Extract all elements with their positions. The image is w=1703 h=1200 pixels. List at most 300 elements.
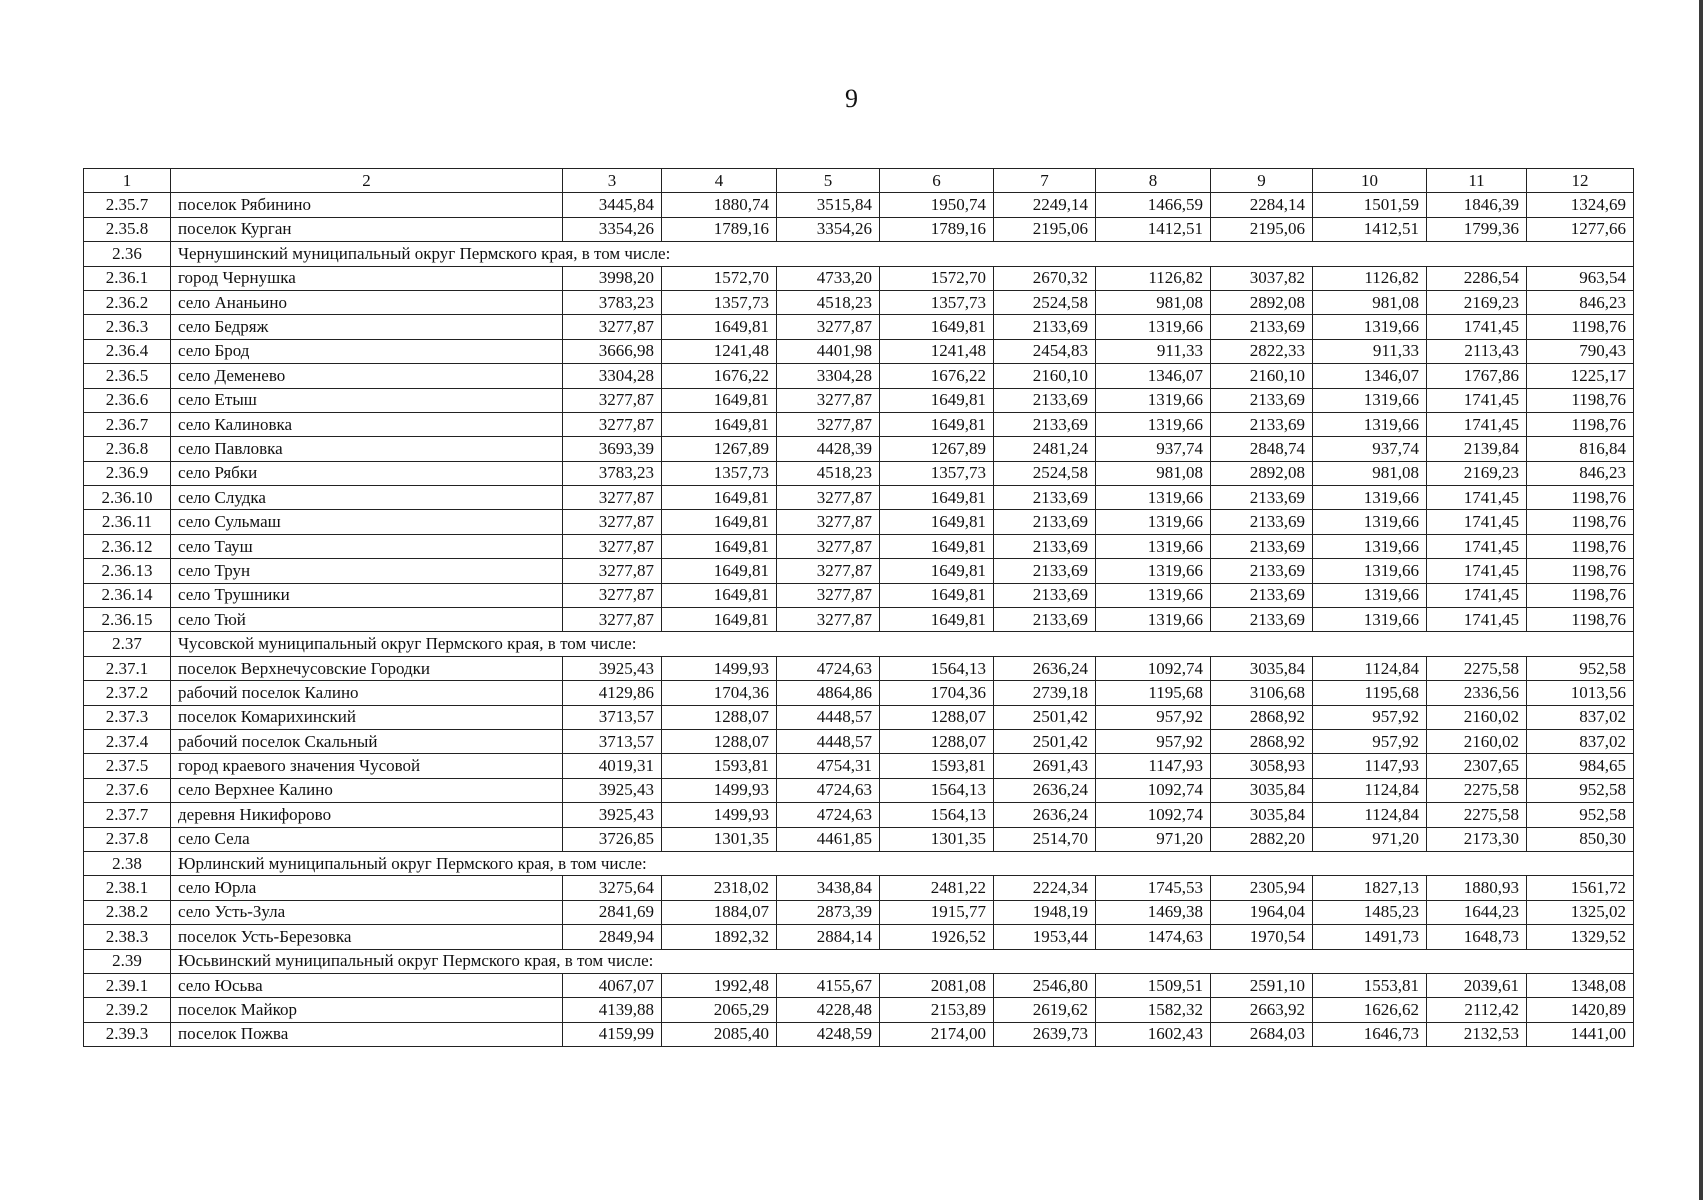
value-cell: 837,02	[1527, 729, 1634, 753]
row-code: 2.36.14	[84, 583, 171, 607]
value-cell: 1846,39	[1427, 193, 1527, 217]
value-cell: 1564,13	[880, 803, 994, 827]
value-cell: 3438,84	[777, 876, 880, 900]
row-code: 2.37	[84, 632, 171, 656]
value-cell: 981,08	[1313, 290, 1427, 314]
value-cell: 850,30	[1527, 827, 1634, 851]
value-cell: 1474,63	[1096, 925, 1211, 949]
value-cell: 4159,99	[563, 1022, 662, 1046]
value-cell: 3277,87	[563, 559, 662, 583]
table-row	[84, 412, 1634, 436]
value-cell: 1676,22	[662, 364, 777, 388]
value-cell: 1319,66	[1096, 534, 1211, 558]
value-cell: 2275,58	[1427, 656, 1527, 680]
settlement-name: город краевого значения Чусовой	[171, 754, 563, 778]
value-cell: 4864,86	[777, 681, 880, 705]
group-title: Чусовской муниципальный округ Пермского края, в том числе:	[171, 632, 1634, 656]
value-cell: 2841,69	[563, 900, 662, 924]
value-cell: 1319,66	[1313, 534, 1427, 558]
value-cell: 1704,36	[662, 681, 777, 705]
value-cell: 1319,66	[1096, 486, 1211, 510]
value-cell: 3354,26	[563, 217, 662, 241]
value-cell: 2739,18	[994, 681, 1096, 705]
value-cell: 2133,69	[1211, 559, 1313, 583]
value-cell: 1884,07	[662, 900, 777, 924]
value-cell: 1593,81	[880, 754, 994, 778]
table-row	[84, 388, 1634, 412]
value-cell: 4067,07	[563, 973, 662, 997]
value-cell: 2663,92	[1211, 998, 1313, 1022]
value-cell: 1198,76	[1527, 486, 1634, 510]
value-cell: 1649,81	[880, 559, 994, 583]
value-cell: 1649,81	[880, 388, 994, 412]
row-code: 2.36.10	[84, 486, 171, 510]
value-cell: 2684,03	[1211, 1022, 1313, 1046]
value-cell: 1288,07	[662, 729, 777, 753]
table-row	[84, 900, 1634, 924]
value-cell: 2132,53	[1427, 1022, 1527, 1046]
value-cell: 3277,87	[777, 315, 880, 339]
value-cell: 1572,70	[662, 266, 777, 290]
settlement-name: поселок Верхнечусовские Городки	[171, 656, 563, 680]
value-cell: 2619,62	[994, 998, 1096, 1022]
table-row	[84, 803, 1634, 827]
settlement-name: село Брод	[171, 339, 563, 363]
value-cell: 2133,69	[994, 315, 1096, 339]
value-cell: 957,92	[1313, 729, 1427, 753]
value-cell: 4428,39	[777, 437, 880, 461]
settlement-name: поселок Майкор	[171, 998, 563, 1022]
value-cell: 4228,48	[777, 998, 880, 1022]
value-cell: 1649,81	[880, 608, 994, 632]
table-row	[84, 973, 1634, 997]
settlement-name: село Трушники	[171, 583, 563, 607]
tariff-table	[83, 168, 1634, 1047]
value-cell: 2133,69	[1211, 315, 1313, 339]
row-code: 2.39.1	[84, 973, 171, 997]
value-cell: 1827,13	[1313, 876, 1427, 900]
value-cell: 957,92	[1313, 705, 1427, 729]
value-cell: 2133,69	[994, 608, 1096, 632]
value-cell: 1953,44	[994, 925, 1096, 949]
value-cell: 1277,66	[1527, 217, 1634, 241]
value-cell: 1092,74	[1096, 778, 1211, 802]
value-cell: 1676,22	[880, 364, 994, 388]
value-cell: 2133,69	[1211, 486, 1313, 510]
table-row	[84, 754, 1634, 778]
value-cell: 1357,73	[662, 461, 777, 485]
value-cell: 981,08	[1313, 461, 1427, 485]
value-cell: 1319,66	[1313, 315, 1427, 339]
settlement-name: село Села	[171, 827, 563, 851]
value-cell: 2336,56	[1427, 681, 1527, 705]
value-cell: 2514,70	[994, 827, 1096, 851]
column-header: 8	[1096, 169, 1211, 193]
value-cell: 1649,81	[662, 315, 777, 339]
value-cell: 1346,07	[1096, 364, 1211, 388]
column-header: 9	[1211, 169, 1313, 193]
value-cell: 1325,02	[1527, 900, 1634, 924]
value-cell: 1412,51	[1096, 217, 1211, 241]
value-cell: 3277,87	[777, 486, 880, 510]
value-cell: 3445,84	[563, 193, 662, 217]
value-cell: 3304,28	[777, 364, 880, 388]
value-cell: 2133,69	[994, 412, 1096, 436]
value-cell: 1195,68	[1096, 681, 1211, 705]
row-code: 2.36	[84, 242, 171, 266]
row-code: 2.37.1	[84, 656, 171, 680]
table-row	[84, 315, 1634, 339]
value-cell: 4139,88	[563, 998, 662, 1022]
value-cell: 2133,69	[994, 534, 1096, 558]
value-cell: 2524,58	[994, 290, 1096, 314]
value-cell: 1926,52	[880, 925, 994, 949]
value-cell: 816,84	[1527, 437, 1634, 461]
value-cell: 2249,14	[994, 193, 1096, 217]
settlement-name: село Слудка	[171, 486, 563, 510]
page-number: 9	[845, 84, 858, 113]
value-cell: 3277,87	[563, 412, 662, 436]
value-cell: 1767,86	[1427, 364, 1527, 388]
value-cell: 2305,94	[1211, 876, 1313, 900]
value-cell: 3783,23	[563, 461, 662, 485]
group-title: Юсьвинский муниципальный округ Пермского края, в том числе:	[171, 949, 1634, 973]
value-cell: 957,92	[1096, 729, 1211, 753]
settlement-name: поселок Комарихинский	[171, 705, 563, 729]
column-header: 7	[994, 169, 1096, 193]
value-cell: 1198,76	[1527, 388, 1634, 412]
value-cell: 1319,66	[1096, 608, 1211, 632]
value-cell: 846,23	[1527, 290, 1634, 314]
row-code: 2.36.3	[84, 315, 171, 339]
value-cell: 1626,62	[1313, 998, 1427, 1022]
value-cell: 1319,66	[1096, 583, 1211, 607]
value-cell: 4754,31	[777, 754, 880, 778]
value-cell: 2195,06	[1211, 217, 1313, 241]
value-cell: 1649,81	[880, 315, 994, 339]
value-cell: 1649,81	[662, 583, 777, 607]
value-cell: 1649,81	[880, 412, 994, 436]
value-cell: 1466,59	[1096, 193, 1211, 217]
value-cell: 1491,73	[1313, 925, 1427, 949]
value-cell: 1741,45	[1427, 412, 1527, 436]
value-cell: 2039,61	[1427, 973, 1527, 997]
value-cell: 2160,10	[1211, 364, 1313, 388]
value-cell: 1789,16	[662, 217, 777, 241]
value-cell: 1267,89	[662, 437, 777, 461]
value-cell: 2868,92	[1211, 729, 1313, 753]
row-code: 2.36.12	[84, 534, 171, 558]
value-cell: 911,33	[1096, 339, 1211, 363]
value-cell: 981,08	[1096, 290, 1211, 314]
table-row	[84, 364, 1634, 388]
row-code: 2.36.9	[84, 461, 171, 485]
value-cell: 1329,52	[1527, 925, 1634, 949]
value-cell: 1225,17	[1527, 364, 1634, 388]
value-cell: 2133,69	[1211, 534, 1313, 558]
value-cell: 846,23	[1527, 461, 1634, 485]
value-cell: 2133,69	[994, 559, 1096, 583]
value-cell: 1288,07	[880, 729, 994, 753]
settlement-name: село Тюй	[171, 608, 563, 632]
value-cell: 2691,43	[994, 754, 1096, 778]
row-code: 2.36.6	[84, 388, 171, 412]
group-title: Чернушинский муниципальный округ Пермского края, в том числе:	[171, 242, 1634, 266]
value-cell: 3277,87	[563, 486, 662, 510]
row-code: 2.36.1	[84, 266, 171, 290]
table-row	[84, 266, 1634, 290]
value-cell: 957,92	[1096, 705, 1211, 729]
value-cell: 1198,76	[1527, 534, 1634, 558]
value-cell: 1198,76	[1527, 315, 1634, 339]
settlement-name: рабочий поселок Калино	[171, 681, 563, 705]
value-cell: 4155,67	[777, 973, 880, 997]
value-cell: 1741,45	[1427, 583, 1527, 607]
row-code: 2.36.5	[84, 364, 171, 388]
value-cell: 2307,65	[1427, 754, 1527, 778]
value-cell: 984,65	[1527, 754, 1634, 778]
value-cell: 4448,57	[777, 729, 880, 753]
value-cell: 1319,66	[1313, 510, 1427, 534]
settlement-name: село Рябки	[171, 461, 563, 485]
value-cell: 2884,14	[777, 925, 880, 949]
value-cell: 2636,24	[994, 778, 1096, 802]
value-cell: 3277,87	[777, 412, 880, 436]
value-cell: 1646,73	[1313, 1022, 1427, 1046]
value-cell: 1649,81	[662, 486, 777, 510]
value-cell: 4724,63	[777, 803, 880, 827]
value-cell: 2639,73	[994, 1022, 1096, 1046]
value-cell: 2873,39	[777, 900, 880, 924]
value-cell: 2133,69	[994, 510, 1096, 534]
column-header: 5	[777, 169, 880, 193]
value-cell: 3277,87	[777, 559, 880, 583]
value-cell: 1412,51	[1313, 217, 1427, 241]
value-cell: 3925,43	[563, 778, 662, 802]
value-cell: 952,58	[1527, 803, 1634, 827]
value-cell: 4518,23	[777, 290, 880, 314]
table-row	[84, 510, 1634, 534]
value-cell: 3277,87	[563, 583, 662, 607]
table-row	[84, 559, 1634, 583]
value-cell: 1970,54	[1211, 925, 1313, 949]
value-cell: 1741,45	[1427, 315, 1527, 339]
row-code: 2.39.3	[84, 1022, 171, 1046]
value-cell: 1789,16	[880, 217, 994, 241]
column-header: 6	[880, 169, 994, 193]
value-cell: 2892,08	[1211, 290, 1313, 314]
table-row	[84, 290, 1634, 314]
value-cell: 2284,14	[1211, 193, 1313, 217]
value-cell: 2139,84	[1427, 437, 1527, 461]
value-cell: 1357,73	[662, 290, 777, 314]
value-cell: 1950,74	[880, 193, 994, 217]
table-row	[84, 876, 1634, 900]
table-row	[84, 217, 1634, 241]
value-cell: 2636,24	[994, 803, 1096, 827]
value-cell: 1880,93	[1427, 876, 1527, 900]
table-row	[84, 583, 1634, 607]
value-cell: 952,58	[1527, 656, 1634, 680]
row-code: 2.36.8	[84, 437, 171, 461]
value-cell: 1013,56	[1527, 681, 1634, 705]
row-code: 2.37.4	[84, 729, 171, 753]
row-code: 2.38.1	[84, 876, 171, 900]
value-cell: 1649,81	[880, 583, 994, 607]
value-cell: 3106,68	[1211, 681, 1313, 705]
settlement-name: село Павловка	[171, 437, 563, 461]
value-cell: 1198,76	[1527, 412, 1634, 436]
value-cell: 2174,00	[880, 1022, 994, 1046]
value-cell: 2113,43	[1427, 339, 1527, 363]
value-cell: 3726,85	[563, 827, 662, 851]
value-cell: 2133,69	[994, 486, 1096, 510]
value-cell: 1348,08	[1527, 973, 1634, 997]
value-cell: 3277,87	[563, 388, 662, 412]
value-cell: 3666,98	[563, 339, 662, 363]
settlement-name: рабочий поселок Скальный	[171, 729, 563, 753]
value-cell: 2848,74	[1211, 437, 1313, 461]
value-cell: 2160,02	[1427, 705, 1527, 729]
value-cell: 911,33	[1313, 339, 1427, 363]
header-row	[84, 169, 1634, 193]
row-code: 2.38.3	[84, 925, 171, 949]
value-cell: 1147,93	[1096, 754, 1211, 778]
value-cell: 1741,45	[1427, 510, 1527, 534]
group-row	[84, 949, 1634, 973]
value-cell: 2133,69	[1211, 412, 1313, 436]
value-cell: 1649,81	[662, 608, 777, 632]
value-cell: 4401,98	[777, 339, 880, 363]
settlement-name: село Юсьва	[171, 973, 563, 997]
value-cell: 3058,93	[1211, 754, 1313, 778]
value-cell: 1319,66	[1096, 412, 1211, 436]
settlement-name: село Усть-Зула	[171, 900, 563, 924]
value-cell: 1964,04	[1211, 900, 1313, 924]
value-cell: 1267,89	[880, 437, 994, 461]
row-code: 2.37.2	[84, 681, 171, 705]
value-cell: 937,74	[1313, 437, 1427, 461]
row-code: 2.39	[84, 949, 171, 973]
row-code: 2.37.8	[84, 827, 171, 851]
row-code: 2.35.8	[84, 217, 171, 241]
value-cell: 2133,69	[1211, 583, 1313, 607]
value-cell: 3277,87	[777, 583, 880, 607]
value-cell: 2169,23	[1427, 290, 1527, 314]
value-cell: 1948,19	[994, 900, 1096, 924]
column-header: 12	[1527, 169, 1634, 193]
value-cell: 1704,36	[880, 681, 994, 705]
value-cell: 1745,53	[1096, 876, 1211, 900]
value-cell: 4248,59	[777, 1022, 880, 1046]
row-code: 2.39.2	[84, 998, 171, 1022]
value-cell: 1124,84	[1313, 803, 1427, 827]
value-cell: 3515,84	[777, 193, 880, 217]
settlement-name: село Сульмаш	[171, 510, 563, 534]
row-code: 2.37.3	[84, 705, 171, 729]
value-cell: 1593,81	[662, 754, 777, 778]
settlement-name: поселок Усть-Березовка	[171, 925, 563, 949]
value-cell: 1124,84	[1313, 778, 1427, 802]
value-cell: 1319,66	[1096, 559, 1211, 583]
value-cell: 1441,00	[1527, 1022, 1634, 1046]
value-cell: 3037,82	[1211, 266, 1313, 290]
settlement-name: деревня Никифорово	[171, 803, 563, 827]
value-cell: 1319,66	[1096, 510, 1211, 534]
value-cell: 3277,87	[777, 510, 880, 534]
value-cell: 3035,84	[1211, 778, 1313, 802]
value-cell: 2275,58	[1427, 778, 1527, 802]
value-cell: 4733,20	[777, 266, 880, 290]
value-cell: 1092,74	[1096, 803, 1211, 827]
value-cell: 3277,87	[563, 510, 662, 534]
value-cell: 2112,42	[1427, 998, 1527, 1022]
value-cell: 1319,66	[1313, 388, 1427, 412]
value-cell: 952,58	[1527, 778, 1634, 802]
settlement-name: село Трун	[171, 559, 563, 583]
row-code: 2.38.2	[84, 900, 171, 924]
value-cell: 2085,40	[662, 1022, 777, 1046]
table-row	[84, 705, 1634, 729]
value-cell: 3354,26	[777, 217, 880, 241]
value-cell: 981,08	[1096, 461, 1211, 485]
value-cell: 2546,80	[994, 973, 1096, 997]
row-code: 2.36.2	[84, 290, 171, 314]
value-cell: 1499,93	[662, 803, 777, 827]
table-row	[84, 339, 1634, 363]
value-cell: 1319,66	[1096, 388, 1211, 412]
value-cell: 4461,85	[777, 827, 880, 851]
settlement-name: село Тауш	[171, 534, 563, 558]
row-code: 2.37.7	[84, 803, 171, 827]
value-cell: 2501,42	[994, 705, 1096, 729]
value-cell: 1198,76	[1527, 608, 1634, 632]
value-cell: 2591,10	[1211, 973, 1313, 997]
value-cell: 2882,20	[1211, 827, 1313, 851]
value-cell: 1501,59	[1313, 193, 1427, 217]
value-cell: 1288,07	[880, 705, 994, 729]
table-row	[84, 656, 1634, 680]
column-header: 10	[1313, 169, 1427, 193]
value-cell: 971,20	[1313, 827, 1427, 851]
value-cell: 1198,76	[1527, 583, 1634, 607]
value-cell: 1241,48	[662, 339, 777, 363]
row-code: 2.37.6	[84, 778, 171, 802]
row-code: 2.37.5	[84, 754, 171, 778]
value-cell: 1741,45	[1427, 534, 1527, 558]
value-cell: 1915,77	[880, 900, 994, 924]
group-row	[84, 242, 1634, 266]
value-cell: 1649,81	[662, 412, 777, 436]
value-cell: 1649,81	[880, 486, 994, 510]
table-row	[84, 681, 1634, 705]
value-cell: 1602,43	[1096, 1022, 1211, 1046]
value-cell: 2169,23	[1427, 461, 1527, 485]
value-cell: 1992,48	[662, 973, 777, 997]
value-cell: 1741,45	[1427, 608, 1527, 632]
settlement-name: село Бедряж	[171, 315, 563, 339]
value-cell: 1880,74	[662, 193, 777, 217]
value-cell: 2501,42	[994, 729, 1096, 753]
value-cell: 837,02	[1527, 705, 1634, 729]
value-cell: 1357,73	[880, 461, 994, 485]
value-cell: 3713,57	[563, 705, 662, 729]
value-cell: 1126,82	[1313, 266, 1427, 290]
table-row	[84, 778, 1634, 802]
value-cell: 1582,32	[1096, 998, 1211, 1022]
table-row	[84, 486, 1634, 510]
value-cell: 2481,22	[880, 876, 994, 900]
